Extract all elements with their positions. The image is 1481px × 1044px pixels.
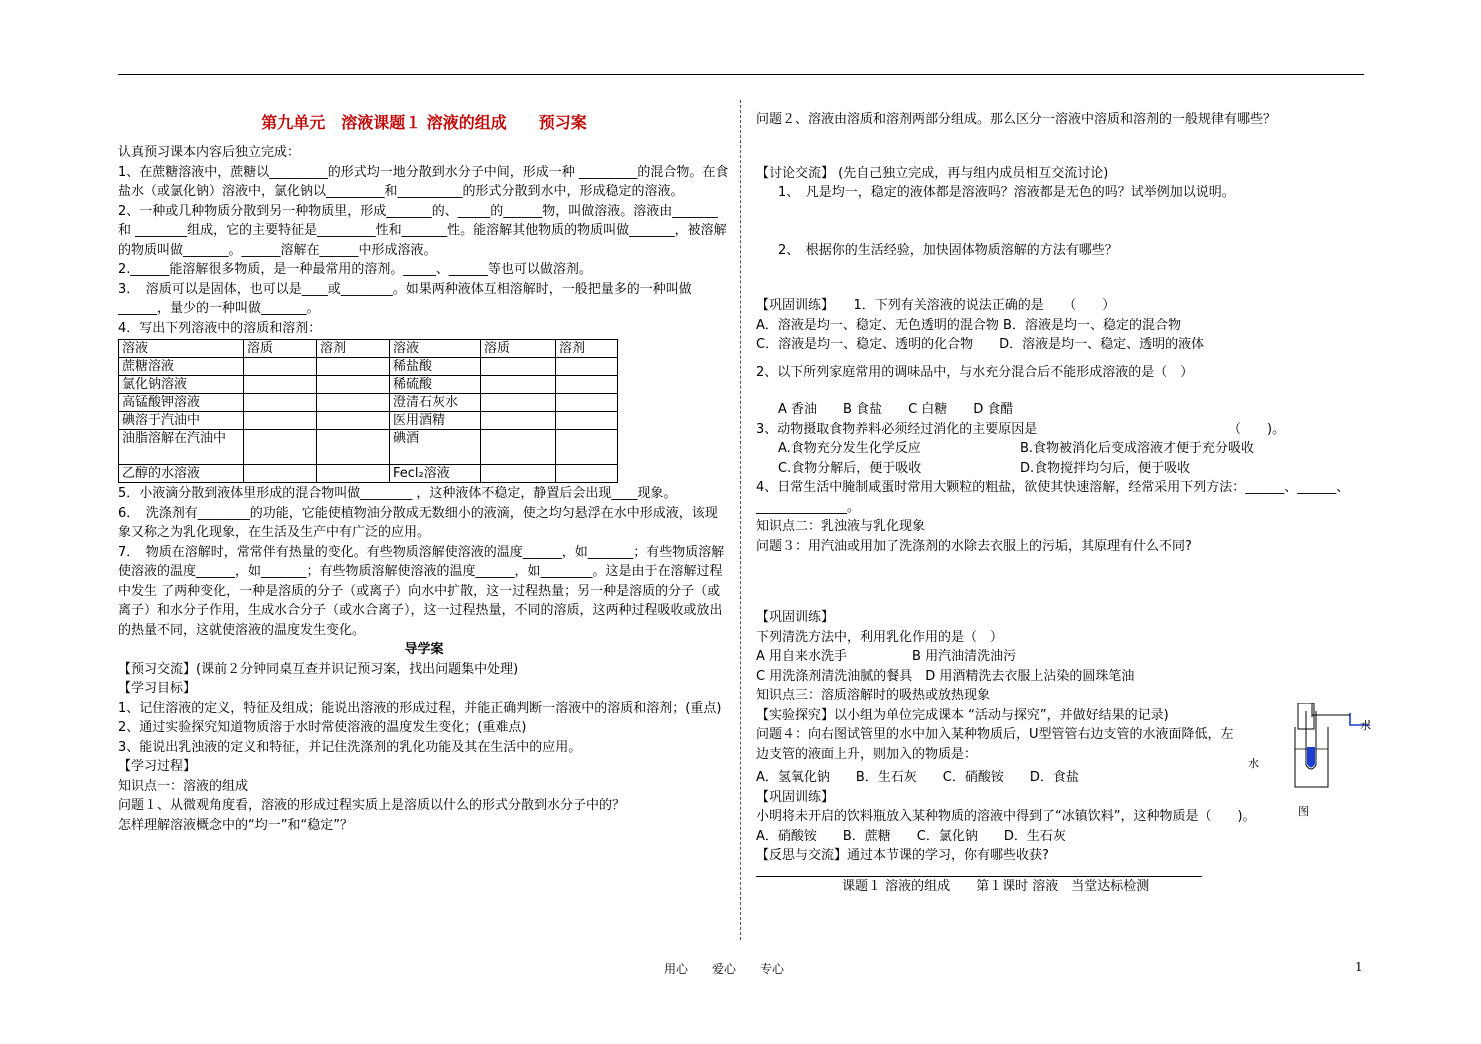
table-header: 溶剂: [317, 340, 390, 358]
table-row: [119, 394, 618, 412]
table-cell-blank[interactable]: [556, 394, 618, 412]
table-cell: 澄清石灰水: [390, 394, 481, 412]
table-cell-blank[interactable]: [244, 430, 317, 465]
training-1-title: 【巩固训练】 1．下列有关溶液的说法正确的是 （ ）: [756, 298, 1116, 313]
table-row: [119, 376, 618, 394]
table-row: [119, 465, 618, 483]
table-cell-blank[interactable]: [481, 465, 556, 483]
table-header: 溶液: [390, 340, 481, 358]
reflection: 【反思与交流】通过本节课的学习，你有哪些收获?: [756, 848, 1049, 863]
page-number: 1: [1355, 960, 1363, 974]
question-1: 1、在蔗糖溶液中，蔗糖以_________的形式均一地分散到水分子中间，形成一种 _________的混合物。在食盐水（或氯化钠）溶液中，氯化钠以_________和__________的形式分散到水中，形成稳定的溶液。: [118, 164, 729, 199]
training-5-options-cd: C 用洗涤剂清洗油腻的餐具 D 用酒精洗去衣服上沾染的圆珠笔油: [756, 668, 1135, 684]
table-cell: 油脂溶解在汽油中: [119, 430, 244, 465]
table-cell-blank[interactable]: [317, 358, 390, 376]
table-cell-blank[interactable]: [317, 376, 390, 394]
training-5-options-ab: A 用自来水洗手 B 用汽油清洗油污: [756, 649, 1017, 664]
training-4: 4、日常生活中腌制咸蛋时常用大颗粒的粗盐，欲使其快速溶解，经常采用下列方法：______、______、______________。: [756, 480, 1350, 515]
table-cell: 碘酒: [390, 430, 481, 465]
table-cell-blank[interactable]: [244, 412, 317, 430]
question-7: 7． 物质在溶解时，常常伴有热量的变化。有些物质溶解使溶液的温度______，如_______；有些物质溶解使溶液的温度______，如_______；有些物质溶解使溶液的温度______，如________。这是由于在溶解过程中发生 了两种变化，一种是溶质的分子（或离子）向水中扩散，这一过程热量；另一种是溶质的分子（或离子）和水分子作用，生成水合分子（或水合离子），这一过程热量，不同的溶质，这两种过程吸收或放出的热量不同，这就使溶液的温度发生变化。: [118, 544, 725, 638]
table-cell: 稀硫酸: [390, 376, 481, 394]
table-cell-blank[interactable]: [481, 358, 556, 376]
table-cell-blank[interactable]: [556, 358, 618, 376]
table-cell-blank[interactable]: [556, 430, 618, 465]
table-cell-blank[interactable]: [244, 465, 317, 483]
left-column: [118, 110, 730, 835]
question-3: 3． 溶质可以是固体，也可以是____或________。如果两种液体互相溶解时，一般把量多的一种叫做______，量少的一种叫做_______。: [118, 281, 692, 316]
process-title: 【学习过程】: [118, 759, 197, 774]
knowledge-point-2: 知识点二：乳浊液与乳化现象: [756, 519, 926, 534]
table-cell: 氯化钠溶液: [119, 376, 244, 394]
problem-3: 问题３：用汽油或用加了洗涤剂的水除去衣服上的污垢，其原理有什么不同?: [756, 538, 1192, 554]
water-label-right: 水: [1360, 719, 1371, 732]
training-2-title: 【巩固训练】: [756, 610, 835, 625]
training-3-title: 【巩固训练】: [756, 789, 835, 805]
table-header: 溶质: [481, 340, 556, 358]
goal-3: 3、能说出乳浊液的定义和特征，并记住洗涤剂的乳化功能及其在生活中的应用。: [118, 739, 582, 755]
table-cell: 碘溶于汽油中: [119, 412, 244, 430]
problem-1b: 怎样理解溶液概念中的“均一”和“稳定”？: [118, 817, 353, 833]
table-cell-blank[interactable]: [317, 394, 390, 412]
option-a: A.食物充分发生化学反应: [778, 441, 921, 456]
table-header: 溶质: [244, 340, 317, 358]
experiment-explore: 【实验探究】以小组为单位完成课本 “活动与探究”，并做好结果的记录): [756, 707, 1169, 723]
training-3-text: 3、动物摄取食物养料必须经过消化的主要原因是: [756, 421, 1038, 437]
experiment-apparatus-figure: [1240, 703, 1371, 818]
training-5: 下列清洗方法中，利用乳化作用的是（ ）: [756, 629, 1004, 645]
table-cell-blank[interactable]: [244, 358, 317, 376]
table-row: [119, 358, 618, 376]
problem-1: 问题１、从微观角度看，溶液的形成过程实质上是溶质以什么的形式分散到水分子中的？: [118, 798, 626, 813]
discussion-title: 【讨论交流】 (先自己独立完成，再与组内成员相互交流讨论): [756, 165, 1109, 181]
table-row: [119, 430, 618, 465]
goal-1: 1、记住溶液的定义，特征及组成；能说出溶液的形成过程，并能正确判断一溶液中的溶质和溶剂；(重点): [118, 700, 722, 716]
table-cell-blank[interactable]: [317, 430, 390, 465]
option-d: D.食物搅拌均匀后，便于吸收: [1020, 460, 1191, 476]
header-rule: [118, 74, 1364, 75]
knowledge-point-3: 知识点三：溶质溶解时的吸热或放热现象: [756, 688, 991, 703]
table-cell: 蔗糖溶液: [119, 358, 244, 376]
problem-2: 问题２、溶液由溶质和溶剂两部分组成。那么区分一溶液中溶质和溶剂的一般规律有哪些？: [756, 112, 1277, 127]
table-cell: 高锰酸钾溶液: [119, 394, 244, 412]
table-header: 溶液: [119, 340, 244, 358]
table-cell-blank[interactable]: [481, 376, 556, 394]
training-2-options: A 香油 B 食盐 C 白糖 D 食醋: [778, 402, 1014, 417]
training-3-options-ab: [756, 439, 1366, 459]
table-cell-blank[interactable]: [556, 376, 618, 394]
table-cell: Fecl₂溶液: [390, 465, 481, 483]
table-cell-blank[interactable]: [317, 465, 390, 483]
discussion-1: 1、 凡是均一，稳定的液体都是溶液吗？溶液都是无色的吗？试举例加以说明。: [778, 185, 1235, 200]
question-4: 4．写出下列溶液中的溶质和溶剂：: [118, 320, 322, 336]
training-1-options-cd: C．溶液是均一、稳定、透明的化合物 D．溶液是均一、稳定、透明的液体: [756, 337, 1205, 352]
table-header-row: [119, 340, 618, 358]
water-label-left: 水: [1248, 757, 1259, 770]
goals-title: 【学习目标】: [118, 681, 197, 696]
solution-table: [118, 339, 618, 483]
training-6-options: A．硝酸铵 B．蔗糖 C．氯化钠 D．生石灰: [756, 828, 1066, 844]
column-divider: [740, 100, 741, 940]
preview-exchange: 【预习交流】(课前２分钟同桌互查并识记预习案，找出问题集中处理): [118, 661, 519, 677]
page-title: 第九单元 溶液课题１ 溶液的组成 预习案: [261, 113, 587, 132]
training-3: [756, 420, 1366, 440]
knowledge-point-1: 知识点一：溶液的组成: [118, 778, 249, 794]
table-cell-blank[interactable]: [556, 465, 618, 483]
training-3-paren: （ )。: [1228, 421, 1286, 437]
table-header: 溶剂: [556, 340, 618, 358]
table-cell-blank[interactable]: [317, 412, 390, 430]
table-cell: 医用酒精: [390, 412, 481, 430]
problem-4: 问题４：向右图试管里的水中加入某种物质后，U型管管右边支管的水液面降低，左边支管的液面上升，则加入的物质是：: [756, 727, 1234, 762]
option-b: B.食物被消化后变成溶液才便于充分吸收: [1020, 441, 1255, 456]
table-cell-blank[interactable]: [244, 376, 317, 394]
table-cell-blank[interactable]: [481, 430, 556, 465]
training-6: 小明将未开启的饮料瓶放入某种物质的溶液中得到了“冰镇饮料”，这种物质是（ )。: [756, 809, 1256, 824]
figure-caption: 图: [1298, 805, 1309, 818]
question-6: 6． 洗涤剂有________的功能，它能使植物油分散成无数细小的液滴，使之均匀悬浮在水中形成液，该现象又称之为乳化现象，在生活及生产中有广泛的应用。: [118, 505, 718, 540]
table-cell-blank[interactable]: [481, 394, 556, 412]
table-cell-blank[interactable]: [244, 394, 317, 412]
table-cell-blank[interactable]: [481, 412, 556, 430]
guide-title: 导学案: [404, 642, 444, 657]
option-c: C.食物分解后，便于吸收: [778, 460, 922, 476]
question-5: 5．小液滴分散到液体里形成的混合物叫做________ ，这种液体不稳定，静置后会出现____现象。: [118, 486, 677, 501]
table-cell: 乙醇的水溶液: [119, 465, 244, 483]
footer-motto: 用心 爱心 专心: [664, 962, 785, 976]
intro-text: 认真预习课本内容后独立完成：: [118, 145, 301, 160]
question-2: 2、一种或几种物质分散到另一种物质里，形成_______的、_____的______物，叫做溶液。溶液由_______和 ________组成，它的主要特征是_________性和_______性。能溶解其他物质的物质叫做_______，被溶解的物质叫做_______。______溶解在______中形成溶液。: [118, 203, 727, 258]
problem-4-options: A．氢氧化钠 B．生石灰 C．硝酸铵 D．食盐: [756, 770, 1079, 785]
discussion-2: 2、 根据你的生活经验，加快固体物质溶解的方法有哪些？: [778, 242, 1118, 258]
next-section-title: 课题１ 溶液的组成 第１课时 溶液 当堂达标检测: [842, 878, 1150, 894]
training-3-options-cd: [756, 459, 1366, 479]
training-1-options-ab: A．溶液是均一、稳定、无色透明的混合物 B．溶液是均一、稳定的混合物: [756, 317, 1181, 333]
question-2b: 2.______能溶解很多物质，是一种最常用的溶剂。_____、______等也可以做溶剂。: [118, 262, 592, 277]
table-row: [119, 412, 618, 430]
table-cell-blank[interactable]: [556, 412, 618, 430]
goal-2: 2、通过实验探究知道物质溶于水时常使溶液的温度发生变化；(重难点): [118, 720, 527, 735]
table-cell: 稀盐酸: [390, 358, 481, 376]
training-2: 2、以下所列家庭常用的调味品中，与水充分混合后不能形成溶液的是（ ）: [756, 364, 1194, 380]
